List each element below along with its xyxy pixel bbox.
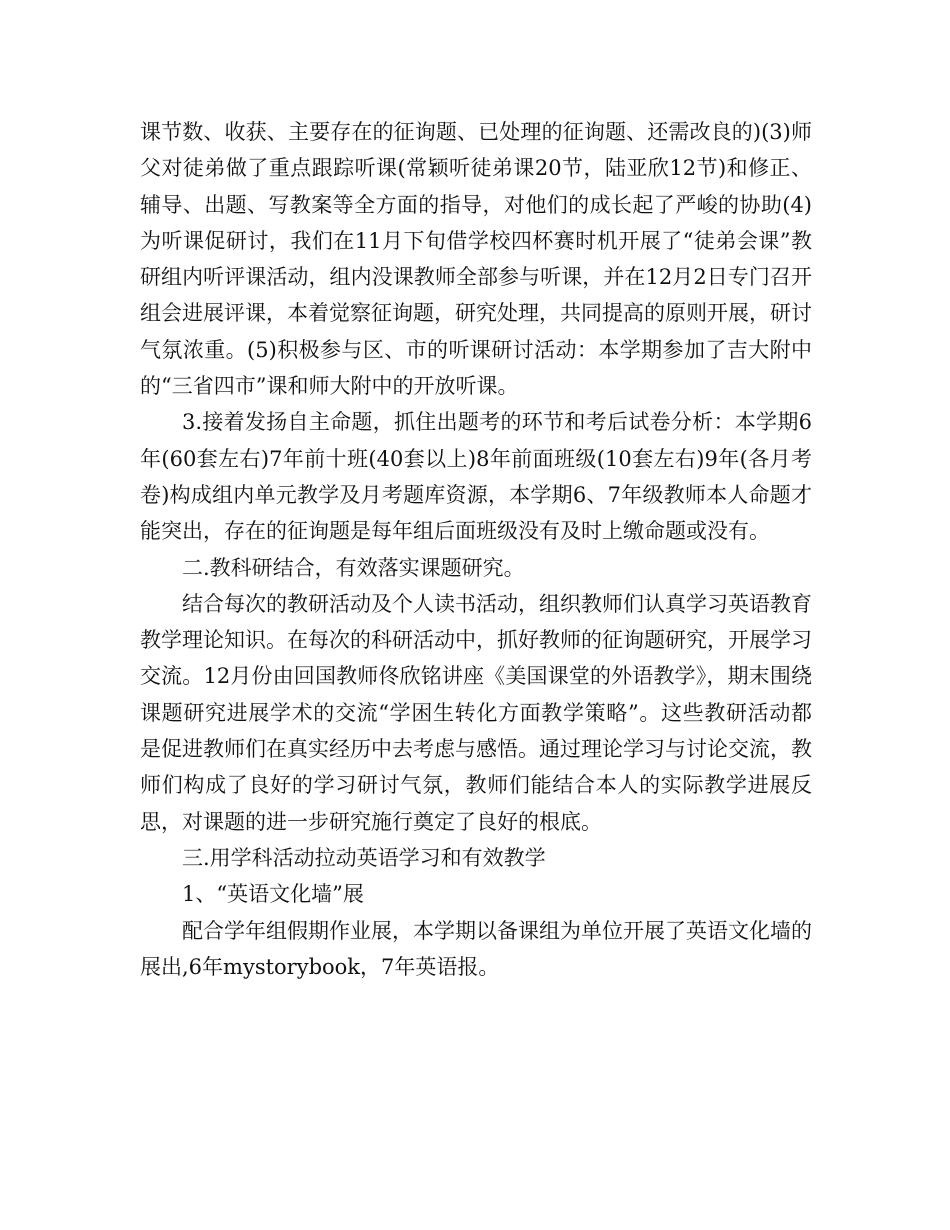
paragraph-continued-observation-activities: 课节数、收获、主要存在的征询题、已处理的征询题、还需改良的)(3)师父对徒弟做了重点跟踪听课(常颖听徒弟课20节，陆亚欣12节)和修正、辅导、出题、写教案等全方面的指导，对他们的成长起了严峻的协助(4)为听课促研讨，我们在11月下旬借学校四杯赛时机开展了“徒弟会课”教研组内听评课活动，组内没课教师全部参与听课，并在12月2日专门召开组会进展评课，本着觉察征询题，研究处理，共同提高的原则开展，研讨气氛浓重。(5)积极参与区、市的听课研讨活动：本学期参加了吉大附中的“三省四市”课和师大附中的开放听课。	[140, 120, 812, 399]
paragraph-culture-wall-exhibition: 配合学年组假期作业展，本学期以备课组为单位开展了英语文化墙的展出,6年mystorybook，7年英语报。	[140, 918, 812, 979]
paragraph-item-3-self-setting-exams: 3.接着发扬自主命题，抓住出题考的环节和考后试卷分析：本学期6年(60套左右)7年前十班(40套以上)8年前面班级(10套左右)9年(各月考卷)构成组内单元教学及月考题库资源，本学期6、7年级教师本人命题才能突出，存在的征询题是每年组后面班级没有及时上缴命题或没有。	[140, 410, 812, 544]
document-body	[140, 114, 812, 985]
section-heading-2: 二.教科研结合，有效落实课题研究。	[182, 555, 525, 580]
paragraph-research-activities: 结合每次的教研活动及个人读书活动，组织教师们认真学习英语教育教学理论知识。在每次的科研活动中，抓好教师的征询题研究，开展学习交流。12月份由回国教师佟欣铭讲座《美国课堂的外语教学》，期末围绕课题研究进展学术的交流“学困生转化方面教学策略”。这些教研活动都是促进教师们在真实经历中去考虑与感悟。通过理论学习与讨论交流，教师们构成了良好的学习研讨气氛，教师们能结合本人的实际教学进展反思，对课题的进一步研究施行奠定了良好的根底。	[140, 591, 812, 834]
subheading-culture-wall: 1、“英语文化墙”展	[182, 882, 364, 907]
section-heading-3: 三.用学科活动拉动英语学习和有效教学	[182, 845, 546, 870]
